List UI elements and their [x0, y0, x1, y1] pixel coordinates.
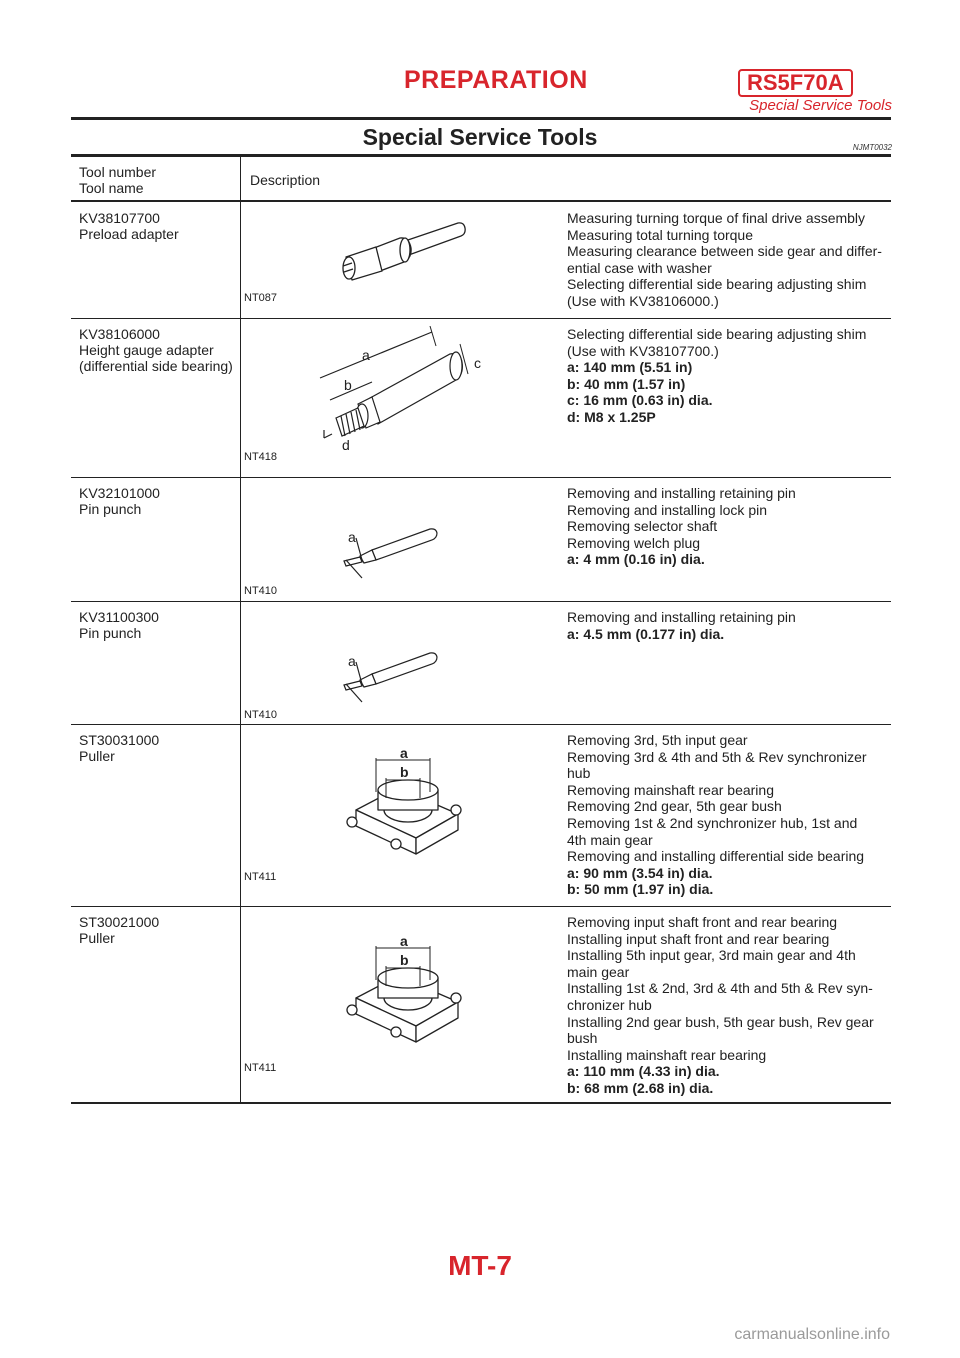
page-number: MT-7: [448, 1250, 512, 1281]
figure-label-a: a: [348, 529, 356, 545]
tool-cell: [79, 210, 179, 242]
tool-name: Puller: [79, 930, 115, 946]
figure-label-a: a: [362, 347, 370, 363]
tool-cell: [79, 914, 159, 946]
description-cell: Selecting differential side bearing adjusting shim (Use with KV38107700.) a: 140 mm (5.51 in) b: 40 mm (1.57 in) c: 16 mm (0.63 in) dia. d: M8 x 1.25P: [567, 326, 867, 425]
row-divider: [71, 906, 891, 907]
tool-cell: [79, 609, 159, 641]
table-bottom-rule: [71, 1102, 891, 1104]
figure-code: NT411: [244, 871, 277, 883]
tool-name: Puller: [79, 748, 115, 764]
page-header-subtitle: Special Service Tools: [749, 97, 892, 114]
watermark: carmanualsonline.info: [734, 1326, 890, 1343]
table-header-tool: Tool number Tool name: [79, 164, 157, 196]
figure-label-b: b: [400, 952, 409, 968]
figure-label-a: a: [400, 748, 408, 761]
height-gauge-adapter-illustration: [310, 326, 490, 456]
figure-code: NT410: [244, 585, 278, 597]
row-divider: [71, 724, 891, 725]
tool-number: ST30021000: [79, 914, 160, 930]
tool-name: Pin punch: [79, 501, 142, 517]
header-divider: [71, 117, 891, 120]
pin-punch-illustration: [336, 644, 446, 704]
description-cell: Removing and installing retaining pin a: 4.5 mm (0.177 in) dia.: [567, 609, 796, 642]
table-top-rule: [71, 154, 891, 157]
figure-label-a: a: [348, 653, 356, 669]
tool-cell: [79, 732, 159, 764]
figure-code: NT418: [244, 451, 278, 463]
pin-punch-illustration: [336, 520, 446, 580]
tool-cell: [79, 485, 160, 517]
row-divider: [71, 477, 891, 478]
tool-number: KV38106000: [79, 326, 160, 342]
table-header-rule: [71, 200, 891, 202]
tool-name: Pin punch: [79, 625, 142, 641]
figure-label-c: c: [474, 355, 481, 371]
tool-name: Preload adapter: [79, 226, 179, 242]
puller-illustration: [338, 936, 468, 1051]
table-column-divider: [240, 156, 241, 1104]
figure-code: NT087: [244, 292, 278, 304]
description-cell: Removing and installing retaining pin Removing and installing lock pin Removing selector shaft Removing welch plug a: 4 mm (0.16 in) dia.: [567, 485, 796, 568]
tool-name: (differential side bearing): [79, 358, 233, 374]
tool-number: KV32101000: [79, 485, 160, 501]
section-title: Special Service Tools: [362, 124, 598, 150]
table-header-description: Description: [250, 172, 321, 188]
preload-adapter-illustration: [330, 216, 470, 281]
model-badge: RS5F70A: [738, 69, 853, 97]
figure-code: NT411: [244, 1062, 277, 1074]
description-cell: Removing input shaft front and rear bearing Installing input shaft front and rear bearing Installing 5th input gear, 3rd main gear and 4th main gear Installing 1st & 2nd, 3rd & 4th and 5th & Rev syn- chronizer hub Installing 2nd gear bush, 5th gear bush, Rev gear bush Installing mainshaft rear bearing a: 110 mm (4.33 in) dia. b: 68 mm (2.68 in) dia.: [567, 914, 874, 1096]
section-code: NJMT0032: [852, 143, 892, 152]
figure-label-b: b: [344, 377, 352, 393]
tool-number: KV31100300: [79, 609, 159, 625]
description-cell: Removing 3rd, 5th input gear Removing 3rd & 4th and 5th & Rev synchronizer hub Removing mainshaft rear bearing Removing 2nd gear, 5th gear bush Removing 1st & 2nd synchronizer hub, 1st and 4th main gear Removing and installing differential side bearing a: 90 mm (3.54 in) dia. b: 50 mm (1.97 in) dia.: [567, 732, 867, 898]
tool-name: Height gauge adapter: [79, 342, 214, 358]
description-cell: Measuring turning torque of final drive assembly Measuring total turning torque Measuring clearance between side gear and differ- ential case with washer Selecting differential side bearing adjusting shim (Use with KV38106000.): [567, 210, 882, 309]
row-divider: [71, 601, 891, 602]
figure-code: NT410: [244, 709, 278, 721]
row-divider: [71, 318, 891, 319]
tool-number: KV38107700: [79, 210, 160, 226]
figure-label-a: a: [400, 936, 408, 949]
tool-cell: [79, 326, 233, 374]
puller-illustration: [338, 748, 468, 863]
tool-number: ST30031000: [79, 732, 160, 748]
figure-label-d: d: [342, 437, 350, 453]
figure-label-b: b: [400, 764, 409, 780]
page-header-title: PREPARATION: [404, 66, 588, 94]
